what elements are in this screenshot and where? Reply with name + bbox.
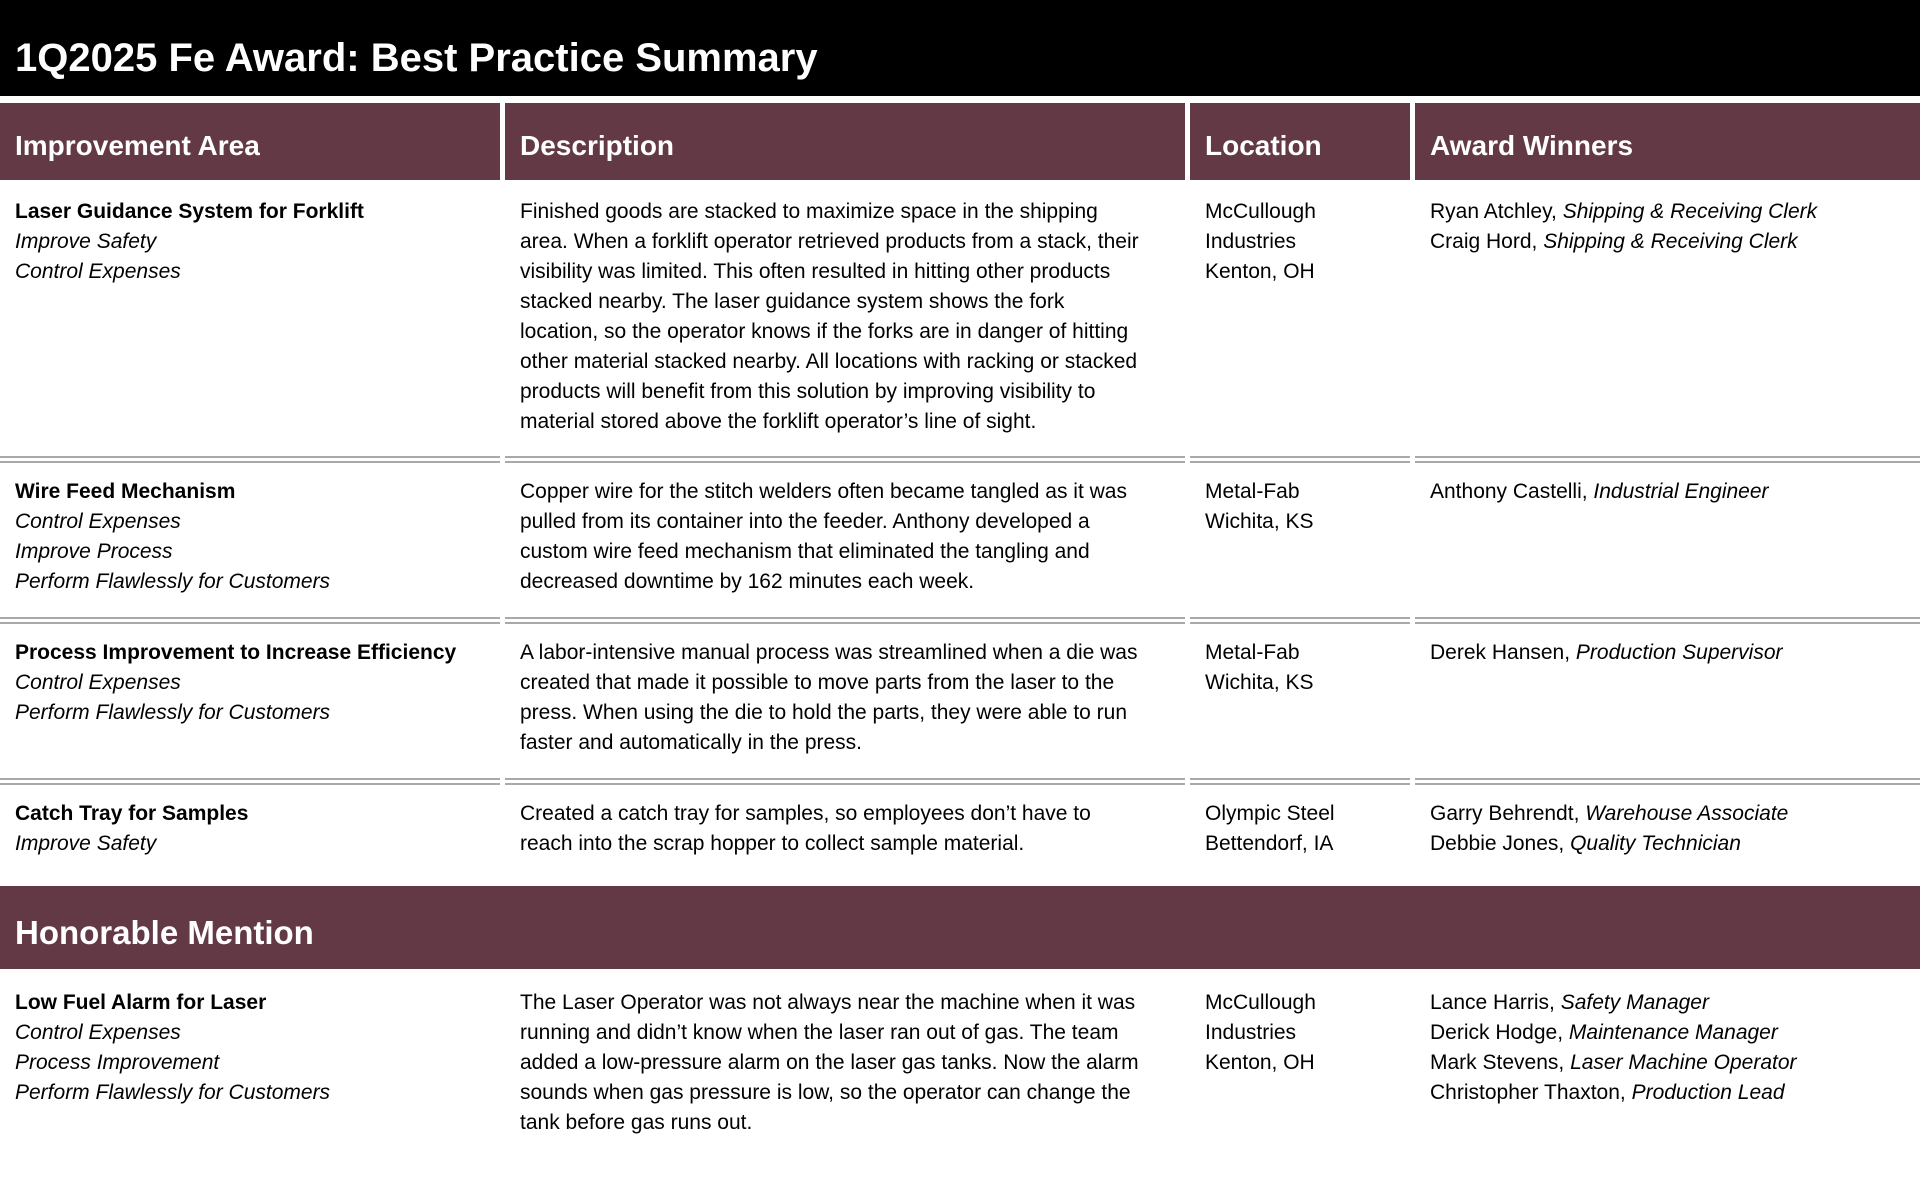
winner-entry xyxy=(1430,829,1920,859)
winner-entry xyxy=(1430,197,1920,227)
winner-role: Production Supervisor xyxy=(1575,641,1783,664)
goal: Perform Flawlessly for Customers xyxy=(15,1081,331,1104)
goal: Control Expenses xyxy=(15,1021,181,1044)
honorable-mention-header xyxy=(0,886,1920,969)
description-line: reach into the scrap hopper to collect sample material. xyxy=(520,832,1025,855)
award-winners-cell xyxy=(1430,988,1920,1108)
description-cell xyxy=(520,638,1180,758)
description-line: stacked nearby. The laser guidance system shows the fork xyxy=(520,290,1065,313)
description-line: faster and automatically in the press. xyxy=(520,731,863,754)
winner-name: Derek Hansen, xyxy=(1430,641,1576,664)
description-line: added a low-pressure alarm on the laser gas tanks. Now the alarm xyxy=(520,1051,1139,1074)
location-line: Wichita, KS xyxy=(1205,671,1314,694)
award-winners-cell xyxy=(1430,197,1920,257)
location-line: Olympic Steel xyxy=(1205,802,1335,825)
row-separator xyxy=(505,617,1185,624)
row-separator xyxy=(1190,778,1410,785)
description-line: running and didn’t know when the laser ran out of gas. The team xyxy=(520,1021,1119,1044)
description-line: other material stacked nearby. All locations with racking or stacked xyxy=(520,350,1138,373)
area-name: Wire Feed Mechanism xyxy=(15,480,236,503)
improvement-area-cell xyxy=(15,988,495,1108)
honorable-mention-title: Honorable Mention xyxy=(15,914,314,951)
winner-name: Ryan Atchley, xyxy=(1430,200,1563,223)
page-title: 1Q2025 Fe Award: Best Practice Summary xyxy=(15,36,818,80)
winner-role: Maintenance Manager xyxy=(1568,1021,1778,1044)
location-line: Bettendorf, IA xyxy=(1205,832,1334,855)
winner-entry xyxy=(1430,1018,1920,1048)
description-line: Copper wire for the stitch welders often became tangled as it was xyxy=(520,480,1127,503)
description-line: Finished goods are stacked to maximize space in the shipping xyxy=(520,200,1098,223)
description-line: tank before gas runs out. xyxy=(520,1111,753,1134)
winner-name: Christopher Thaxton, xyxy=(1430,1081,1632,1104)
location-cell xyxy=(1205,477,1410,537)
winner-entry xyxy=(1430,477,1920,507)
goal: Process Improvement xyxy=(15,1051,220,1074)
location-line: McCullough xyxy=(1205,991,1316,1014)
row-separator xyxy=(1190,617,1410,624)
winner-name: Lance Harris, xyxy=(1430,991,1561,1014)
goal: Control Expenses xyxy=(15,260,181,283)
row-separator xyxy=(1190,456,1410,463)
winner-role: Laser Machine Operator xyxy=(1570,1051,1797,1074)
winner-name: Garry Behrendt, xyxy=(1430,802,1586,825)
row-separator xyxy=(0,617,500,624)
location-line: Metal-Fab xyxy=(1205,480,1300,503)
winner-entry xyxy=(1430,799,1920,829)
winner-name: Anthony Castelli, xyxy=(1430,480,1594,503)
winner-role: Safety Manager xyxy=(1560,991,1709,1014)
goal: Improve Safety xyxy=(15,832,157,855)
title-bar xyxy=(0,0,1920,96)
winner-entry xyxy=(1430,227,1920,257)
location-line: Kenton, OH xyxy=(1205,260,1315,283)
location-cell xyxy=(1205,988,1410,1078)
row-separator xyxy=(505,456,1185,463)
column-header-improvement-area: Improvement Area xyxy=(0,103,500,180)
description-line: products will benefit from this solution by improving visibility to xyxy=(520,380,1096,403)
description-line: sounds when gas pressure is low, so the operator can change the xyxy=(520,1081,1131,1104)
row-separator xyxy=(1415,778,1920,785)
winner-name: Derick Hodge, xyxy=(1430,1021,1569,1044)
area-name: Laser Guidance System for Forklift xyxy=(15,200,364,223)
improvement-area-cell xyxy=(15,638,495,728)
winner-role: Quality Technician xyxy=(1570,832,1741,855)
column-header-description: Description xyxy=(505,103,1185,180)
goal: Control Expenses xyxy=(15,671,181,694)
description-line: created that made it possible to move parts from the laser to the xyxy=(520,671,1115,694)
row-separator xyxy=(1415,617,1920,624)
improvement-area-cell xyxy=(15,799,495,859)
location-line: McCullough xyxy=(1205,200,1316,223)
location-line: Industries xyxy=(1205,230,1297,253)
description-cell xyxy=(520,197,1180,437)
location-line: Kenton, OH xyxy=(1205,1051,1315,1074)
description-cell xyxy=(520,799,1180,859)
row-separator xyxy=(1415,456,1920,463)
column-header-award-winners: Award Winners xyxy=(1415,103,1920,180)
location-cell xyxy=(1205,799,1410,859)
goal: Perform Flawlessly for Customers xyxy=(15,701,331,724)
winner-name: Craig Hord, xyxy=(1430,230,1544,253)
improvement-area-cell xyxy=(15,197,495,287)
winner-role: Shipping & Receiving Clerk xyxy=(1543,230,1798,253)
winner-entry xyxy=(1430,988,1920,1018)
description-line: visibility was limited. This often resulted in hitting other products xyxy=(520,260,1111,283)
description-line: A labor-intensive manual process was streamlined when a die was xyxy=(520,641,1138,664)
winner-entry xyxy=(1430,1078,1920,1108)
winner-name: Mark Stevens, xyxy=(1430,1051,1571,1074)
description-line: Created a catch tray for samples, so employees don’t have to xyxy=(520,802,1091,825)
row-separator xyxy=(0,778,500,785)
award-winners-cell xyxy=(1430,638,1920,668)
location-line: Metal-Fab xyxy=(1205,641,1300,664)
location-line: Industries xyxy=(1205,1021,1297,1044)
award-winners-cell xyxy=(1430,477,1920,507)
description-line: decreased downtime by 162 minutes each week. xyxy=(520,570,975,593)
area-name: Catch Tray for Samples xyxy=(15,802,249,825)
goal: Improve Safety xyxy=(15,230,157,253)
winner-role: Shipping & Receiving Clerk xyxy=(1562,200,1818,223)
goal: Perform Flawlessly for Customers xyxy=(15,570,331,593)
location-cell xyxy=(1205,197,1410,287)
winner-entry xyxy=(1430,1048,1920,1078)
column-header-location: Location xyxy=(1190,103,1410,180)
winner-entry xyxy=(1430,638,1920,668)
area-name: Process Improvement to Increase Efficiency xyxy=(15,641,457,664)
winner-role: Industrial Engineer xyxy=(1593,480,1769,503)
winner-role: Production Lead xyxy=(1631,1081,1785,1104)
description-cell xyxy=(520,988,1180,1138)
winner-name: Debbie Jones, xyxy=(1430,832,1571,855)
description-line: area. When a forklift operator retrieved products from a stack, their xyxy=(520,230,1139,253)
goal: Improve Process xyxy=(15,540,173,563)
row-separator xyxy=(505,778,1185,785)
area-name: Low Fuel Alarm for Laser xyxy=(15,991,267,1014)
description-line: custom wire feed mechanism that eliminated the tangling and xyxy=(520,540,1090,563)
winner-role: Warehouse Associate xyxy=(1585,802,1789,825)
award-winners-cell xyxy=(1430,799,1920,859)
description-line: pulled from its container into the feeder. Anthony developed a xyxy=(520,510,1090,533)
row-separator xyxy=(0,456,500,463)
location-line: Wichita, KS xyxy=(1205,510,1314,533)
location-cell xyxy=(1205,638,1410,698)
description-line: location, so the operator knows if the forks are in danger of hitting xyxy=(520,320,1129,343)
goal: Control Expenses xyxy=(15,510,181,533)
description-line: material stored above the forklift operator’s line of sight. xyxy=(520,410,1037,433)
improvement-area-cell xyxy=(15,477,495,597)
description-line: The Laser Operator was not always near the machine when it was xyxy=(520,991,1136,1014)
description-line: press. When using the die to hold the parts, they were able to run xyxy=(520,701,1128,724)
description-cell xyxy=(520,477,1180,597)
